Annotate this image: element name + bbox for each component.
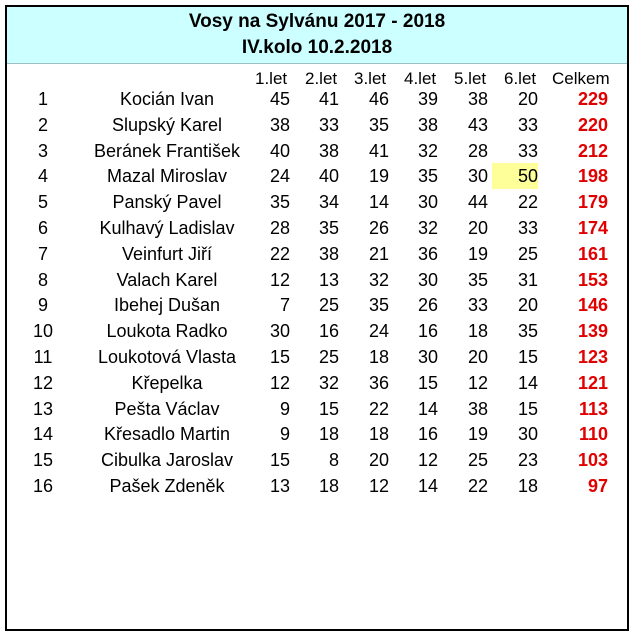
score-cell: 22 — [517, 192, 538, 213]
player-name-cell: Kocián Ivan — [119, 89, 215, 109]
score-cell: 24 — [368, 321, 389, 342]
total-cell: 174 — [577, 218, 608, 238]
rank-cell: 6 — [37, 218, 48, 238]
table-row — [7, 473, 627, 499]
score-cell: 15 — [269, 450, 290, 471]
score-cell: 33 — [517, 218, 538, 238]
total-cell: 113 — [578, 398, 608, 419]
rank-cell: 7 — [37, 243, 48, 264]
score-cell: 28 — [269, 218, 290, 238]
total-cell: 198 — [577, 166, 608, 187]
score-cell: 15 — [417, 372, 438, 393]
score-cell: 7 — [279, 295, 290, 316]
score-cell: 35 — [368, 295, 389, 316]
score-cell: 20 — [467, 218, 488, 238]
score-cell: 14 — [417, 398, 438, 419]
score-cell: 19 — [368, 166, 389, 187]
score-cell: 38 — [417, 114, 438, 135]
score-cell-highlighted: 50 — [492, 163, 538, 189]
score-cell: 22 — [467, 476, 488, 496]
score-cell: 32 — [368, 269, 389, 290]
column-header-round: 2.let — [305, 69, 338, 88]
rank-cell: 14 — [32, 424, 54, 445]
player-name-cell: Křepelka — [131, 372, 203, 393]
score-cell: 23 — [517, 450, 538, 471]
score-cell: 41 — [368, 140, 389, 161]
rank-cell: 16 — [32, 476, 54, 496]
table-row — [7, 292, 627, 318]
table-row — [7, 447, 627, 473]
table-row — [7, 138, 627, 164]
score-cell: 22 — [269, 243, 290, 264]
score-cell: 33 — [467, 295, 488, 316]
table-row — [7, 241, 627, 267]
total-cell: 146 — [577, 295, 608, 316]
score-cell: 18 — [368, 347, 389, 367]
table-row — [7, 215, 627, 241]
table-row — [7, 163, 627, 189]
score-cell: 9 — [279, 398, 290, 419]
table-row — [7, 189, 627, 215]
player-name-cell: Beránek František — [93, 140, 241, 161]
column-header-round: 5.let — [454, 69, 487, 88]
score-cell: 15 — [318, 398, 339, 419]
score-cell: 22 — [368, 398, 389, 419]
player-name-cell: Ibehej Dušan — [113, 295, 221, 316]
score-cell: 30 — [417, 192, 438, 213]
score-cell: 12 — [467, 372, 488, 393]
score-cell: 43 — [467, 114, 488, 135]
rank-cell: 8 — [37, 269, 48, 290]
player-name-cell: Pašek Zdeněk — [109, 476, 225, 496]
player-name-cell: Loukotová Vlasta — [97, 347, 237, 367]
score-cell: 44 — [467, 192, 488, 213]
score-cell: 19 — [467, 243, 488, 264]
player-name-cell: Valach Karel — [116, 269, 218, 290]
score-cell: 28 — [467, 140, 488, 161]
score-cell: 35 — [318, 218, 339, 238]
score-cell: 38 — [318, 140, 339, 161]
score-cell: 20 — [467, 347, 488, 367]
rank-cell: 4 — [37, 166, 48, 187]
score-cell: 12 — [417, 450, 438, 471]
score-cell: 30 — [417, 347, 438, 367]
score-cell: 25 — [517, 243, 538, 264]
player-name-cell: Slupský Karel — [111, 114, 223, 135]
rank-cell: 2 — [37, 114, 48, 135]
column-header-total: Celkem — [552, 69, 610, 88]
score-cell: 14 — [517, 372, 538, 393]
score-cell: 12 — [269, 269, 290, 290]
total-cell: 97 — [587, 476, 608, 496]
score-cell: 33 — [318, 114, 339, 135]
table-row — [7, 86, 627, 112]
total-cell: 229 — [577, 89, 608, 109]
score-cell: 35 — [417, 166, 438, 187]
score-cell: 20 — [517, 89, 538, 109]
score-cell: 26 — [368, 218, 389, 238]
rank-cell: 5 — [37, 192, 48, 213]
score-cell: 12 — [269, 372, 290, 393]
column-header-round: 1.let — [255, 69, 288, 88]
score-cell: 35 — [368, 114, 389, 135]
score-cell: 15 — [517, 398, 538, 419]
score-cell: 24 — [269, 166, 290, 187]
score-cell: 30 — [517, 424, 538, 445]
score-cell: 36 — [417, 243, 438, 264]
round-subtitle: IV.kolo 10.2.2018 — [241, 37, 393, 58]
total-cell: 110 — [578, 424, 608, 445]
rank-cell: 10 — [32, 321, 54, 342]
rank-cell: 11 — [33, 347, 53, 367]
total-cell: 161 — [577, 243, 608, 264]
total-cell: 123 — [577, 347, 608, 367]
score-cell: 34 — [318, 192, 339, 213]
score-cell: 9 — [279, 424, 290, 445]
score-cell: 14 — [417, 476, 438, 496]
results-table — [5, 5, 629, 631]
player-name-cell: Kulhavý Ladislav — [99, 218, 235, 238]
score-cell: 16 — [318, 321, 339, 342]
score-cell: 21 — [368, 243, 389, 264]
column-header-round: 6.let — [504, 69, 537, 88]
score-cell: 35 — [517, 321, 538, 342]
score-cell: 20 — [368, 450, 389, 471]
player-name-cell: Veinfurt Jiří — [121, 243, 213, 264]
rank-cell: 15 — [32, 450, 54, 471]
score-cell: 8 — [328, 450, 339, 471]
score-cell: 12 — [368, 476, 389, 496]
score-cell: 35 — [269, 192, 290, 213]
score-cell: 20 — [517, 295, 538, 316]
score-cell: 15 — [269, 347, 290, 367]
score-cell: 15 — [517, 347, 538, 367]
table-row — [7, 267, 627, 293]
player-name-cell: Panský Pavel — [112, 192, 222, 213]
score-cell: 25 — [318, 295, 339, 316]
score-cell: 41 — [318, 89, 339, 109]
table-row — [7, 344, 627, 370]
total-cell: 220 — [577, 114, 608, 135]
score-cell: 35 — [467, 269, 488, 290]
rank-cell: 9 — [37, 295, 48, 316]
score-cell: 38 — [318, 243, 339, 264]
score-cell: 26 — [417, 295, 438, 316]
score-cell: 16 — [417, 321, 438, 342]
score-cell: 18 — [517, 476, 538, 496]
player-name-cell: Mazal Miroslav — [106, 166, 228, 187]
score-cell: 30 — [417, 269, 438, 290]
score-cell: 18 — [368, 424, 389, 445]
score-cell: 45 — [269, 89, 290, 109]
score-cell: 32 — [417, 140, 438, 161]
score-cell: 36 — [368, 372, 389, 393]
score-cell: 38 — [467, 89, 488, 109]
score-cell: 30 — [269, 321, 290, 342]
score-cell: 38 — [467, 398, 488, 419]
score-cell: 18 — [467, 321, 488, 342]
score-cell: 31 — [517, 269, 538, 290]
score-cell: 18 — [318, 424, 339, 445]
score-cell: 38 — [269, 114, 290, 135]
score-cell: 40 — [318, 166, 339, 187]
player-name-cell: Křesadlo Martin — [103, 424, 231, 445]
score-cell: 46 — [368, 89, 389, 109]
total-cell: 212 — [577, 140, 608, 161]
page-title: Vosy na Sylvánu 2017 - 2018 — [188, 11, 446, 32]
rank-cell: 12 — [32, 372, 54, 393]
total-cell: 179 — [577, 192, 608, 213]
score-cell: 32 — [417, 218, 438, 238]
total-cell: 121 — [577, 372, 608, 393]
player-name-cell: Loukota Radko — [106, 321, 228, 342]
rank-cell: 1 — [37, 89, 48, 109]
score-cell: 13 — [318, 269, 339, 290]
player-name-cell: Pešta Václav — [114, 398, 220, 419]
table-row — [7, 318, 627, 344]
player-name-cell: Cibulka Jaroslav — [100, 450, 234, 471]
column-header-round: 4.let — [404, 69, 437, 88]
score-cell: 25 — [467, 450, 488, 471]
score-cell: 30 — [467, 166, 488, 187]
table-header — [7, 7, 627, 64]
score-cell: 25 — [318, 347, 339, 367]
table-row — [7, 370, 627, 396]
score-cell: 13 — [269, 476, 290, 496]
table-row — [7, 112, 627, 138]
column-header-round: 3.let — [354, 69, 387, 88]
score-cell: 33 — [517, 140, 538, 161]
score-cell: 18 — [318, 476, 339, 496]
score-cell: 33 — [517, 114, 538, 135]
rank-cell: 13 — [32, 398, 54, 419]
table-row — [7, 396, 627, 422]
table-row — [7, 421, 627, 447]
score-cell: 14 — [368, 192, 389, 213]
rank-cell: 3 — [37, 140, 48, 161]
score-cell: 40 — [269, 140, 290, 161]
total-cell: 153 — [577, 269, 608, 290]
score-cell: 16 — [417, 424, 438, 445]
score-cell: 39 — [417, 89, 438, 109]
score-cell: 19 — [467, 424, 488, 445]
total-cell: 139 — [577, 321, 608, 342]
score-cell: 32 — [318, 372, 339, 393]
total-cell: 103 — [577, 450, 608, 471]
